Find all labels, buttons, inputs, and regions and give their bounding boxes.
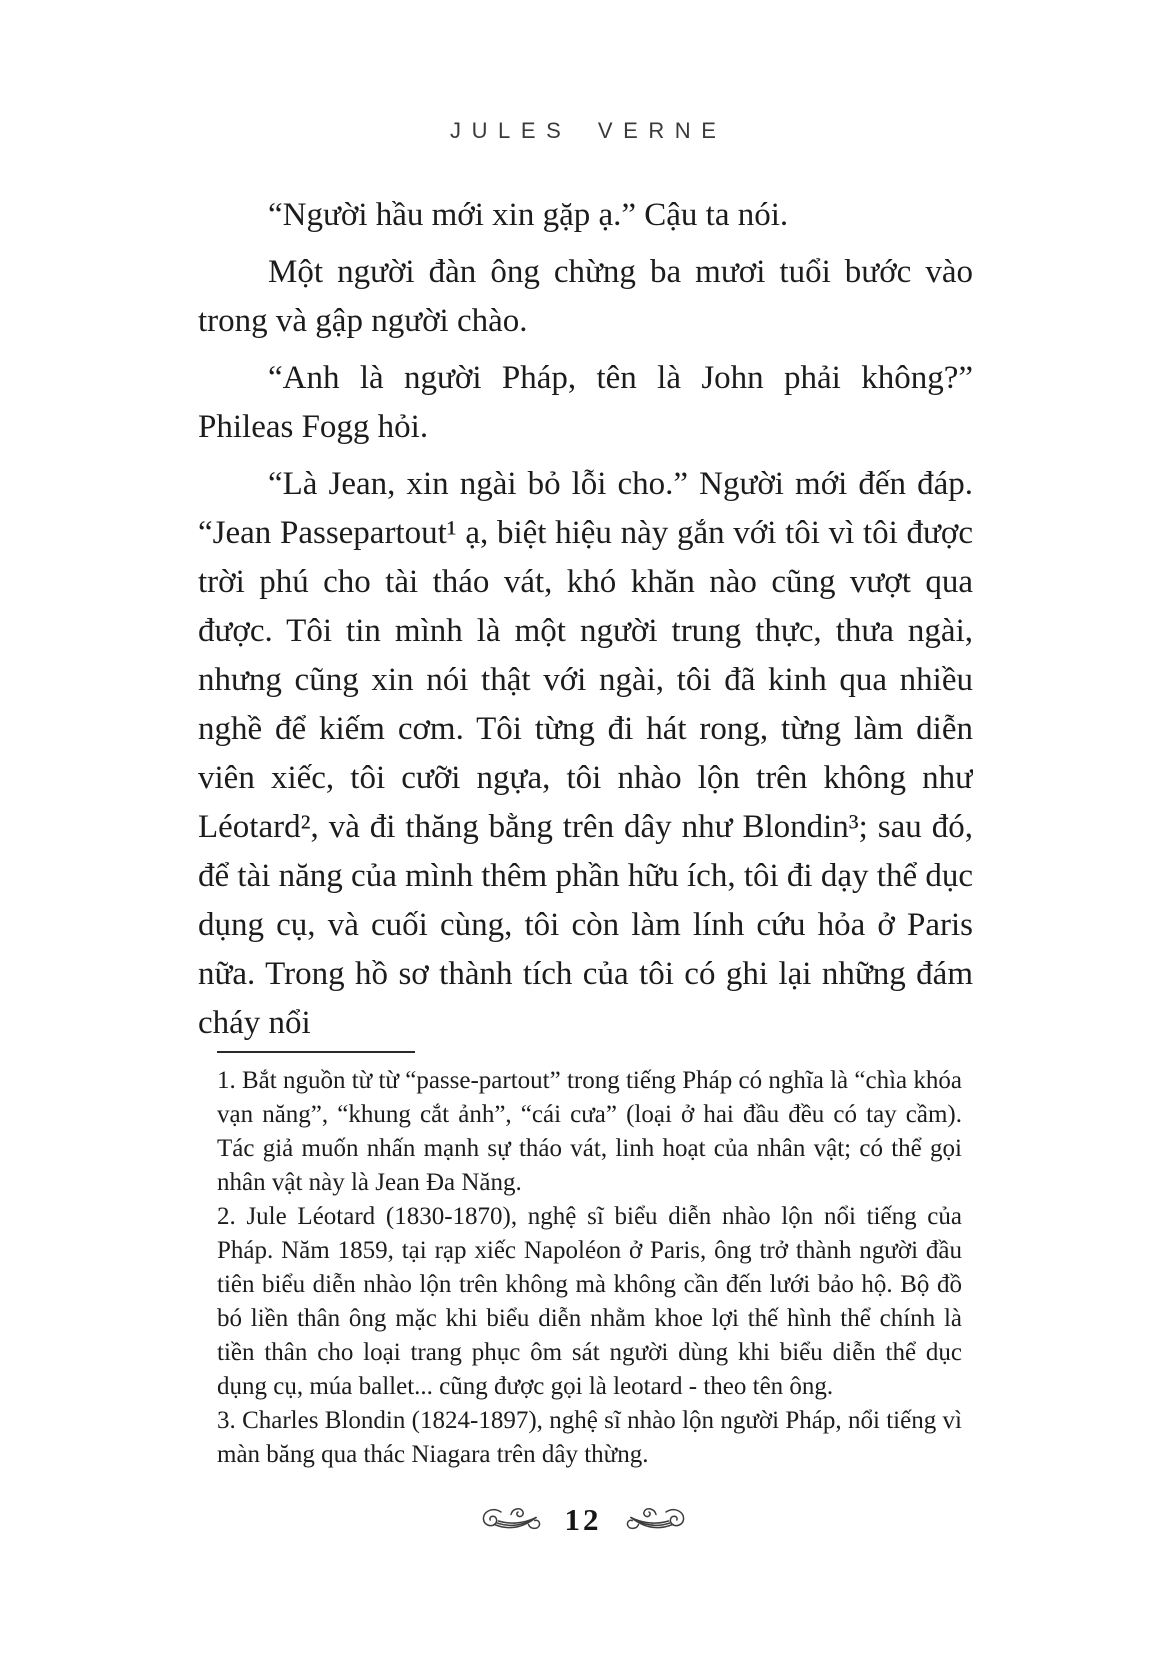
paragraph: “Anh là người Pháp, tên là John phải không?” Phileas Fogg hỏi. [198, 360, 973, 445]
paragraph: Một người đàn ông chừng ba mươi tuổi bước vào trong và gập người chào. [198, 254, 973, 339]
paragraph: “Người hầu mới xin gặp ạ.” Cậu ta nói. [268, 197, 789, 233]
footnote-separator [217, 1051, 415, 1053]
page-number: 12 [564, 1502, 602, 1537]
paragraph: “Là Jean, xin ngài bỏ lỗi cho.” Người mới đến đáp. “Jean Passepartout¹ ạ, biệt hiệu này gắn với tôi vì tôi được trời phú cho tài tháo vát, khó khăn nào cũng vượt qua được. Tôi tin mình là một người trung thực, thưa ngài, nhưng cũng xin nói thật với ngài, tôi đã kinh qua nhiều nghề để kiếm cơm. Tôi từng đi hát rong, từng làm diễn viên xiếc, tôi cưỡi ngựa, tôi nhào lộn trên không như Léotard², và đi thăng bằng trên dây như Blondin³; sau đó, để tài năng của mình thêm phần hữu ích, tôi đi dạy thể dục dụng cụ, và cuối cùng, tôi còn làm lính cứu hỏa ở Paris nữa. Trong hồ sơ thành tích của tôi có ghi lại những đám cháy nổi [198, 466, 973, 1041]
body-text [198, 191, 973, 1057]
footnote-item: 1. Bắt nguồn từ từ “passe-partout” trong tiếng Pháp có nghĩa là “chìa khóa vạn năng”, “khung cắt ảnh”, “cái cưa” (loại ở hai đầu đều có tay cầm). Tác giả muốn nhấn mạnh sự tháo vát, linh hoạt của nhân vật; có thể gọi nhân vật này là Jean Đa Năng. [217, 1067, 962, 1196]
flourish-right-icon [622, 1504, 688, 1536]
page-footer [0, 1502, 1166, 1538]
footnote-item: 2. Jule Léotard (1830-1870), nghệ sĩ biểu diễn nhào lộn nổi tiếng của Pháp. Năm 1859, tại rạp xiếc Napoléon ở Paris, ông trở thành người đầu tiên biểu diễn nhào lộn trên không mà không cần đến lưới bảo hộ. Bộ đồ bó liền thân ông mặc khi biểu diễn nhằm khoe lợi thế hình thể chính là tiền thân cho loại trang phục ôm sát người dùng khi biểu diễn thể dục dụng cụ, múa ballet... cũng được gọi là leotard - theo tên ông. [217, 1203, 962, 1400]
flourish-left-icon [479, 1504, 545, 1536]
footnotes [217, 1064, 962, 1484]
running-head: JULES VERNE [450, 118, 727, 143]
footnote-item: 3. Charles Blondin (1824-1897), nghệ sĩ nhào lộn người Pháp, nổi tiếng vì màn băng qua thác Niagara trên dây thừng. [217, 1407, 962, 1468]
